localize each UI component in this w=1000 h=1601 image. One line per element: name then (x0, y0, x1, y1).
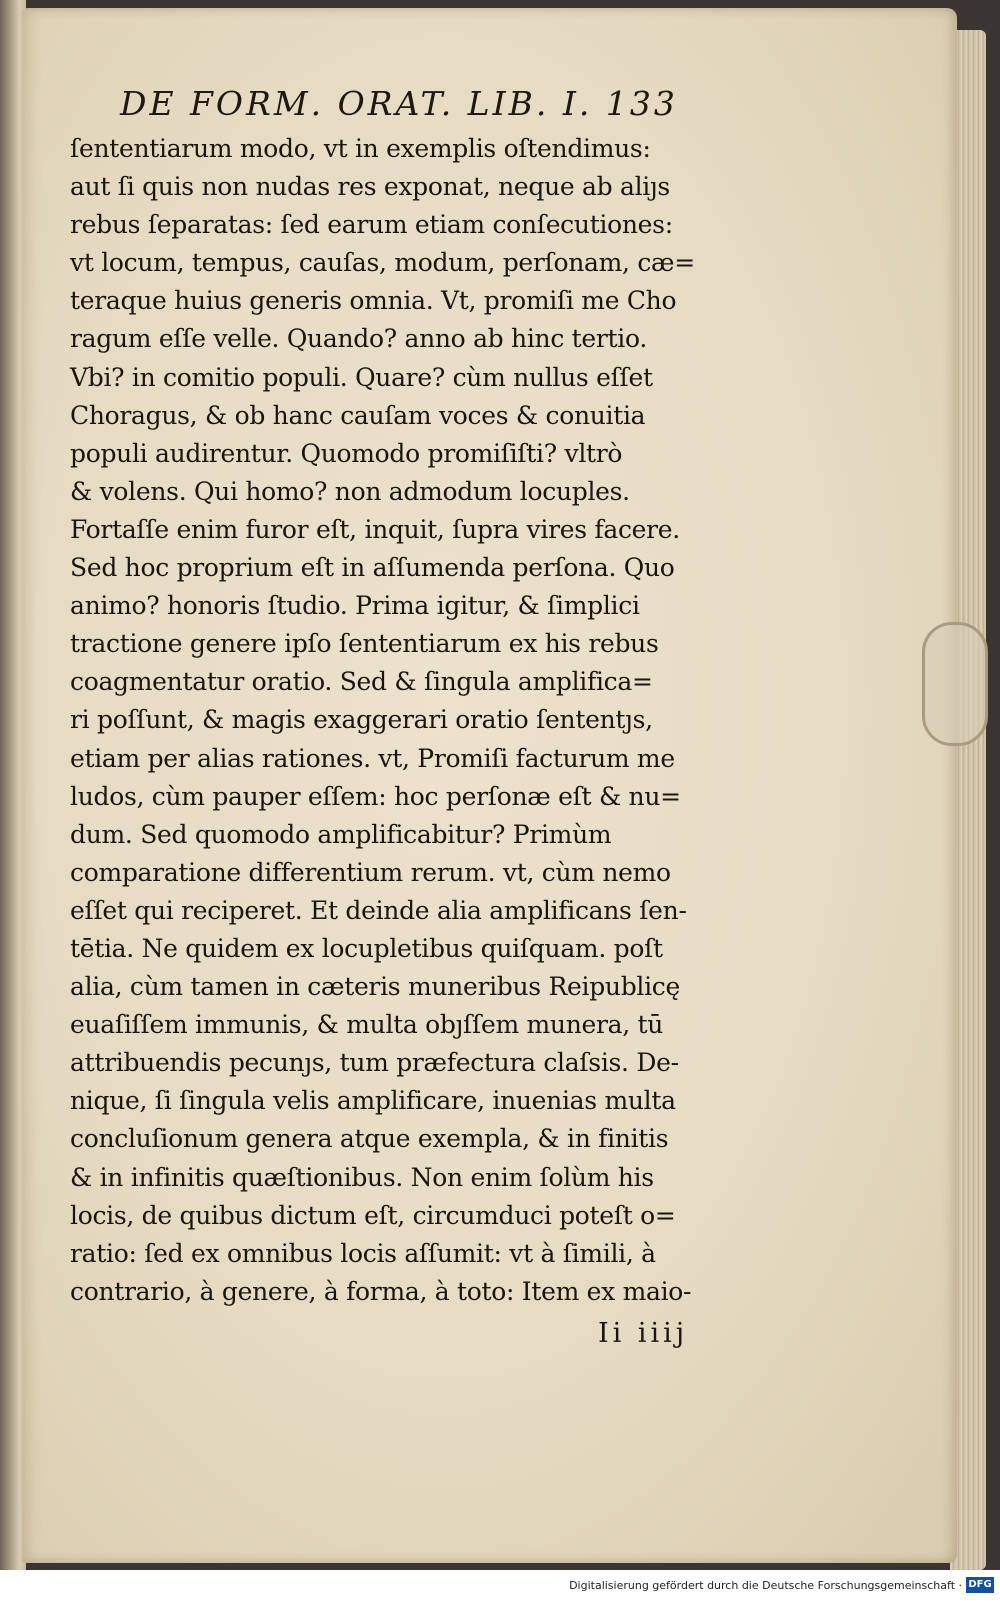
text-line: eſſet qui reciperet. Et deinde alia amplificans ſen- (70, 895, 687, 925)
body-text (70, 130, 740, 1311)
text-line: Vbi? in comitio populi. Quare? cùm nullus eſſet (70, 362, 653, 392)
text-line: aut ſi quis non nudas res exponat, neque ab aliȷs (70, 172, 670, 202)
text-line: rebus ſeparatas: ſed earum etiam conſecutiones: (70, 210, 673, 240)
text-line: locis, de quibus dictum eſt, circumduci poteſt o= (70, 1200, 676, 1230)
text-line: attribuendis pecunȷs, tum præfectura claſsis. De- (70, 1048, 679, 1078)
text-line: coagmentatur oratio. Sed & ſingula amplifica= (70, 667, 653, 697)
text-line: populi audirentur. Quomodo promiſiſti? vltrò (70, 438, 623, 468)
text-line: etiam per alias rationes. vt, Promiſi facturum me (70, 743, 675, 773)
text-line: ri poſſunt, & magis exaggerari oratio ſententȷs, (70, 705, 653, 735)
text-line: dum. Sed quomodo amplificabitur? Primùm (70, 819, 612, 849)
text-line: ludos, cùm pauper eſſem: hoc perſonæ eſt & nu= (70, 781, 681, 811)
text-line: tētia. Ne quidem ex locupletibus quiſquam. poſt (70, 933, 663, 963)
text-line: teraque huius generis omnia. Vt, promiſi me Cho (70, 286, 677, 316)
text-line: & in infinitis quæſtionibus. Non enim ſolùm his (70, 1162, 654, 1192)
text-line: & volens. Qui homo? non admodum locuples. (70, 476, 630, 506)
dfg-logo: DFG (966, 1577, 994, 1593)
page-clasp (922, 622, 988, 746)
text-line: tractione genere ipſo ſententiarum ex his rebus (70, 629, 659, 659)
text-line: euaſiſſem immunis, & multa obȷſſem munera, tū (70, 1010, 664, 1040)
text-line: comparatione differentium rerum. vt, cùm nemo (70, 857, 671, 887)
text-line: concluſionum genera atque exempla, & in finitis (70, 1124, 669, 1154)
digitization-credit: Digitalisierung gefördert durch die Deutsche Forschungsgemeinschaft · (569, 1579, 962, 1592)
text-line: alia, cùm tamen in cæteris muneribus Reipublicę (70, 972, 680, 1002)
text-line: contrario, à genere, à forma, à toto: Item ex maio- (70, 1276, 692, 1306)
text-line: Sed hoc proprium eſt in aſſumenda perſona. Quo (70, 553, 675, 583)
signature-mark: Ii iiij (598, 1318, 689, 1349)
text-line: ragum eſſe velle. Quando? anno ab hinc tertio. (70, 324, 647, 354)
text-line: ſententiarum modo, vt in exemplis oſtendimus: (70, 134, 651, 163)
text-line: Fortaſſe enim furor eſt, inquit, ſupra vires facere. (70, 514, 680, 544)
text-line: ratio: ſed ex omnibus locis aſſumit: vt à ſimili, à (70, 1238, 656, 1268)
running-header: DE FORM. ORAT. LIB. I. 133 (120, 84, 678, 123)
text-line: nique, ſi ſingula velis amplificare, inuenias multa (70, 1086, 676, 1116)
text-line: animo? honoris ſtudio. Prima igitur, & ſimplici (70, 591, 640, 621)
text-line: vt locum, tempus, cauſas, modum, perſonam, cæ= (70, 248, 695, 278)
text-line: Choragus, & ob hanc cauſam voces & conuitia (70, 400, 646, 430)
